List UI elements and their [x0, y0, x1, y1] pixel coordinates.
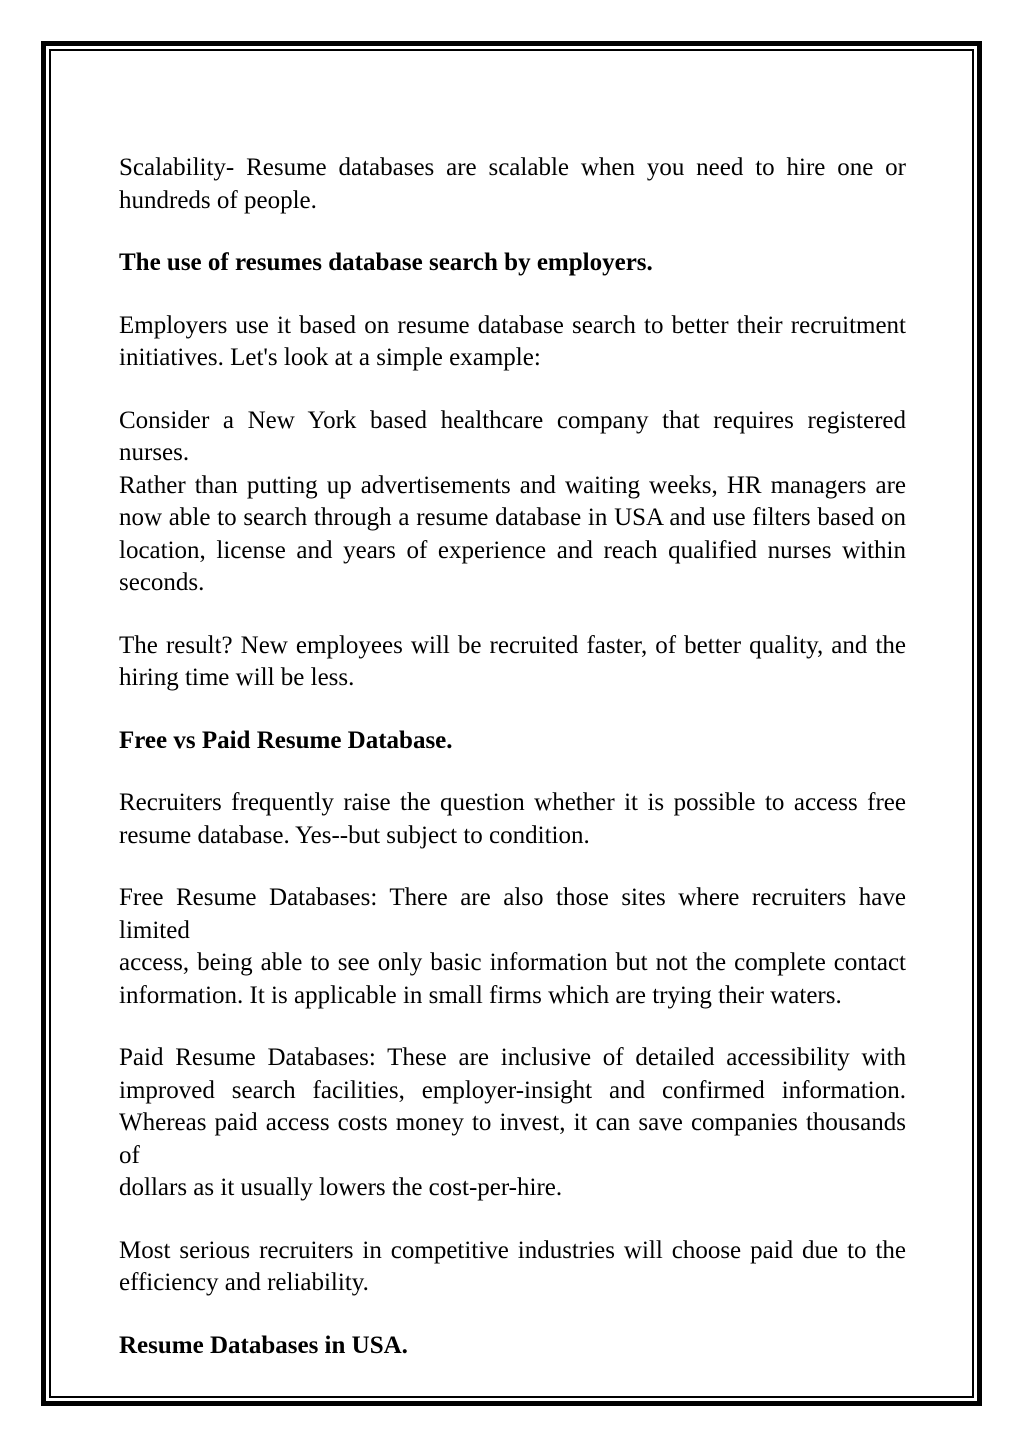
text-line: Most serious recruiters in competitive industries will choose paid due to the	[119, 1236, 906, 1264]
text-line: access, being able to see only basic information but not the complete contact	[119, 949, 906, 976]
text-line: Free vs Paid Resume Database.	[119, 726, 453, 754]
text-line: information. It is applicable in small firms which are trying their waters.	[119, 981, 842, 1009]
paragraph	[119, 405, 906, 600]
paragraph	[119, 1235, 906, 1300]
text-line: Recruiters frequently raise the question whether it is possible to access free	[119, 789, 906, 816]
text-line: location, license and years of experience and reach qualified nurses within	[119, 536, 906, 564]
text-line: Employers use it based on resume database search to better their recruitment	[119, 311, 906, 339]
text-line: Resume Databases in USA.	[119, 1331, 408, 1359]
text-line: Paid Resume Databases: These are inclusive of detailed accessibility with	[119, 1044, 906, 1071]
text-line: Rather than putting up advertisements and waiting weeks, HR managers are	[119, 471, 906, 499]
paragraph	[119, 310, 906, 375]
text-line: hiring time will be less.	[119, 664, 355, 691]
heading	[119, 247, 906, 280]
text-line: improved search facilities, employer-insight and confirmed information.	[119, 1076, 906, 1104]
text-line: resume database. Yes--but subject to condition.	[119, 821, 590, 849]
text-line: efficiency and reliability.	[119, 1269, 369, 1296]
text-line: The use of resumes database search by employers.	[119, 249, 653, 276]
text-line: Consider a New York based healthcare company that requires registered nurses.	[119, 406, 906, 466]
text-line: Whereas paid access costs money to invest, it can save companies thousands of	[119, 1109, 906, 1169]
heading	[119, 725, 906, 758]
paragraph	[119, 1042, 906, 1205]
paragraph	[119, 787, 906, 852]
heading	[119, 1330, 906, 1363]
paragraph	[119, 882, 906, 1012]
text-line: initiatives. Let's look at a simple example:	[119, 344, 541, 371]
paragraph	[119, 152, 906, 217]
text-line: The result? New employees will be recruited faster, of better quality, and the	[119, 631, 906, 659]
text-line: Free Resume Databases: There are also those sites where recruiters have limited	[119, 884, 906, 944]
document-content	[119, 152, 906, 1392]
text-line: seconds.	[119, 569, 205, 596]
text-line: now able to search through a resume database in USA and use filters based on	[119, 504, 906, 531]
text-line: dollars as it usually lowers the cost-per-hire.	[119, 1174, 563, 1201]
paragraph	[119, 630, 906, 695]
text-line: hundreds of people.	[119, 186, 317, 214]
text-line: Scalability- Resume databases are scalable when you need to hire one or	[119, 154, 906, 181]
